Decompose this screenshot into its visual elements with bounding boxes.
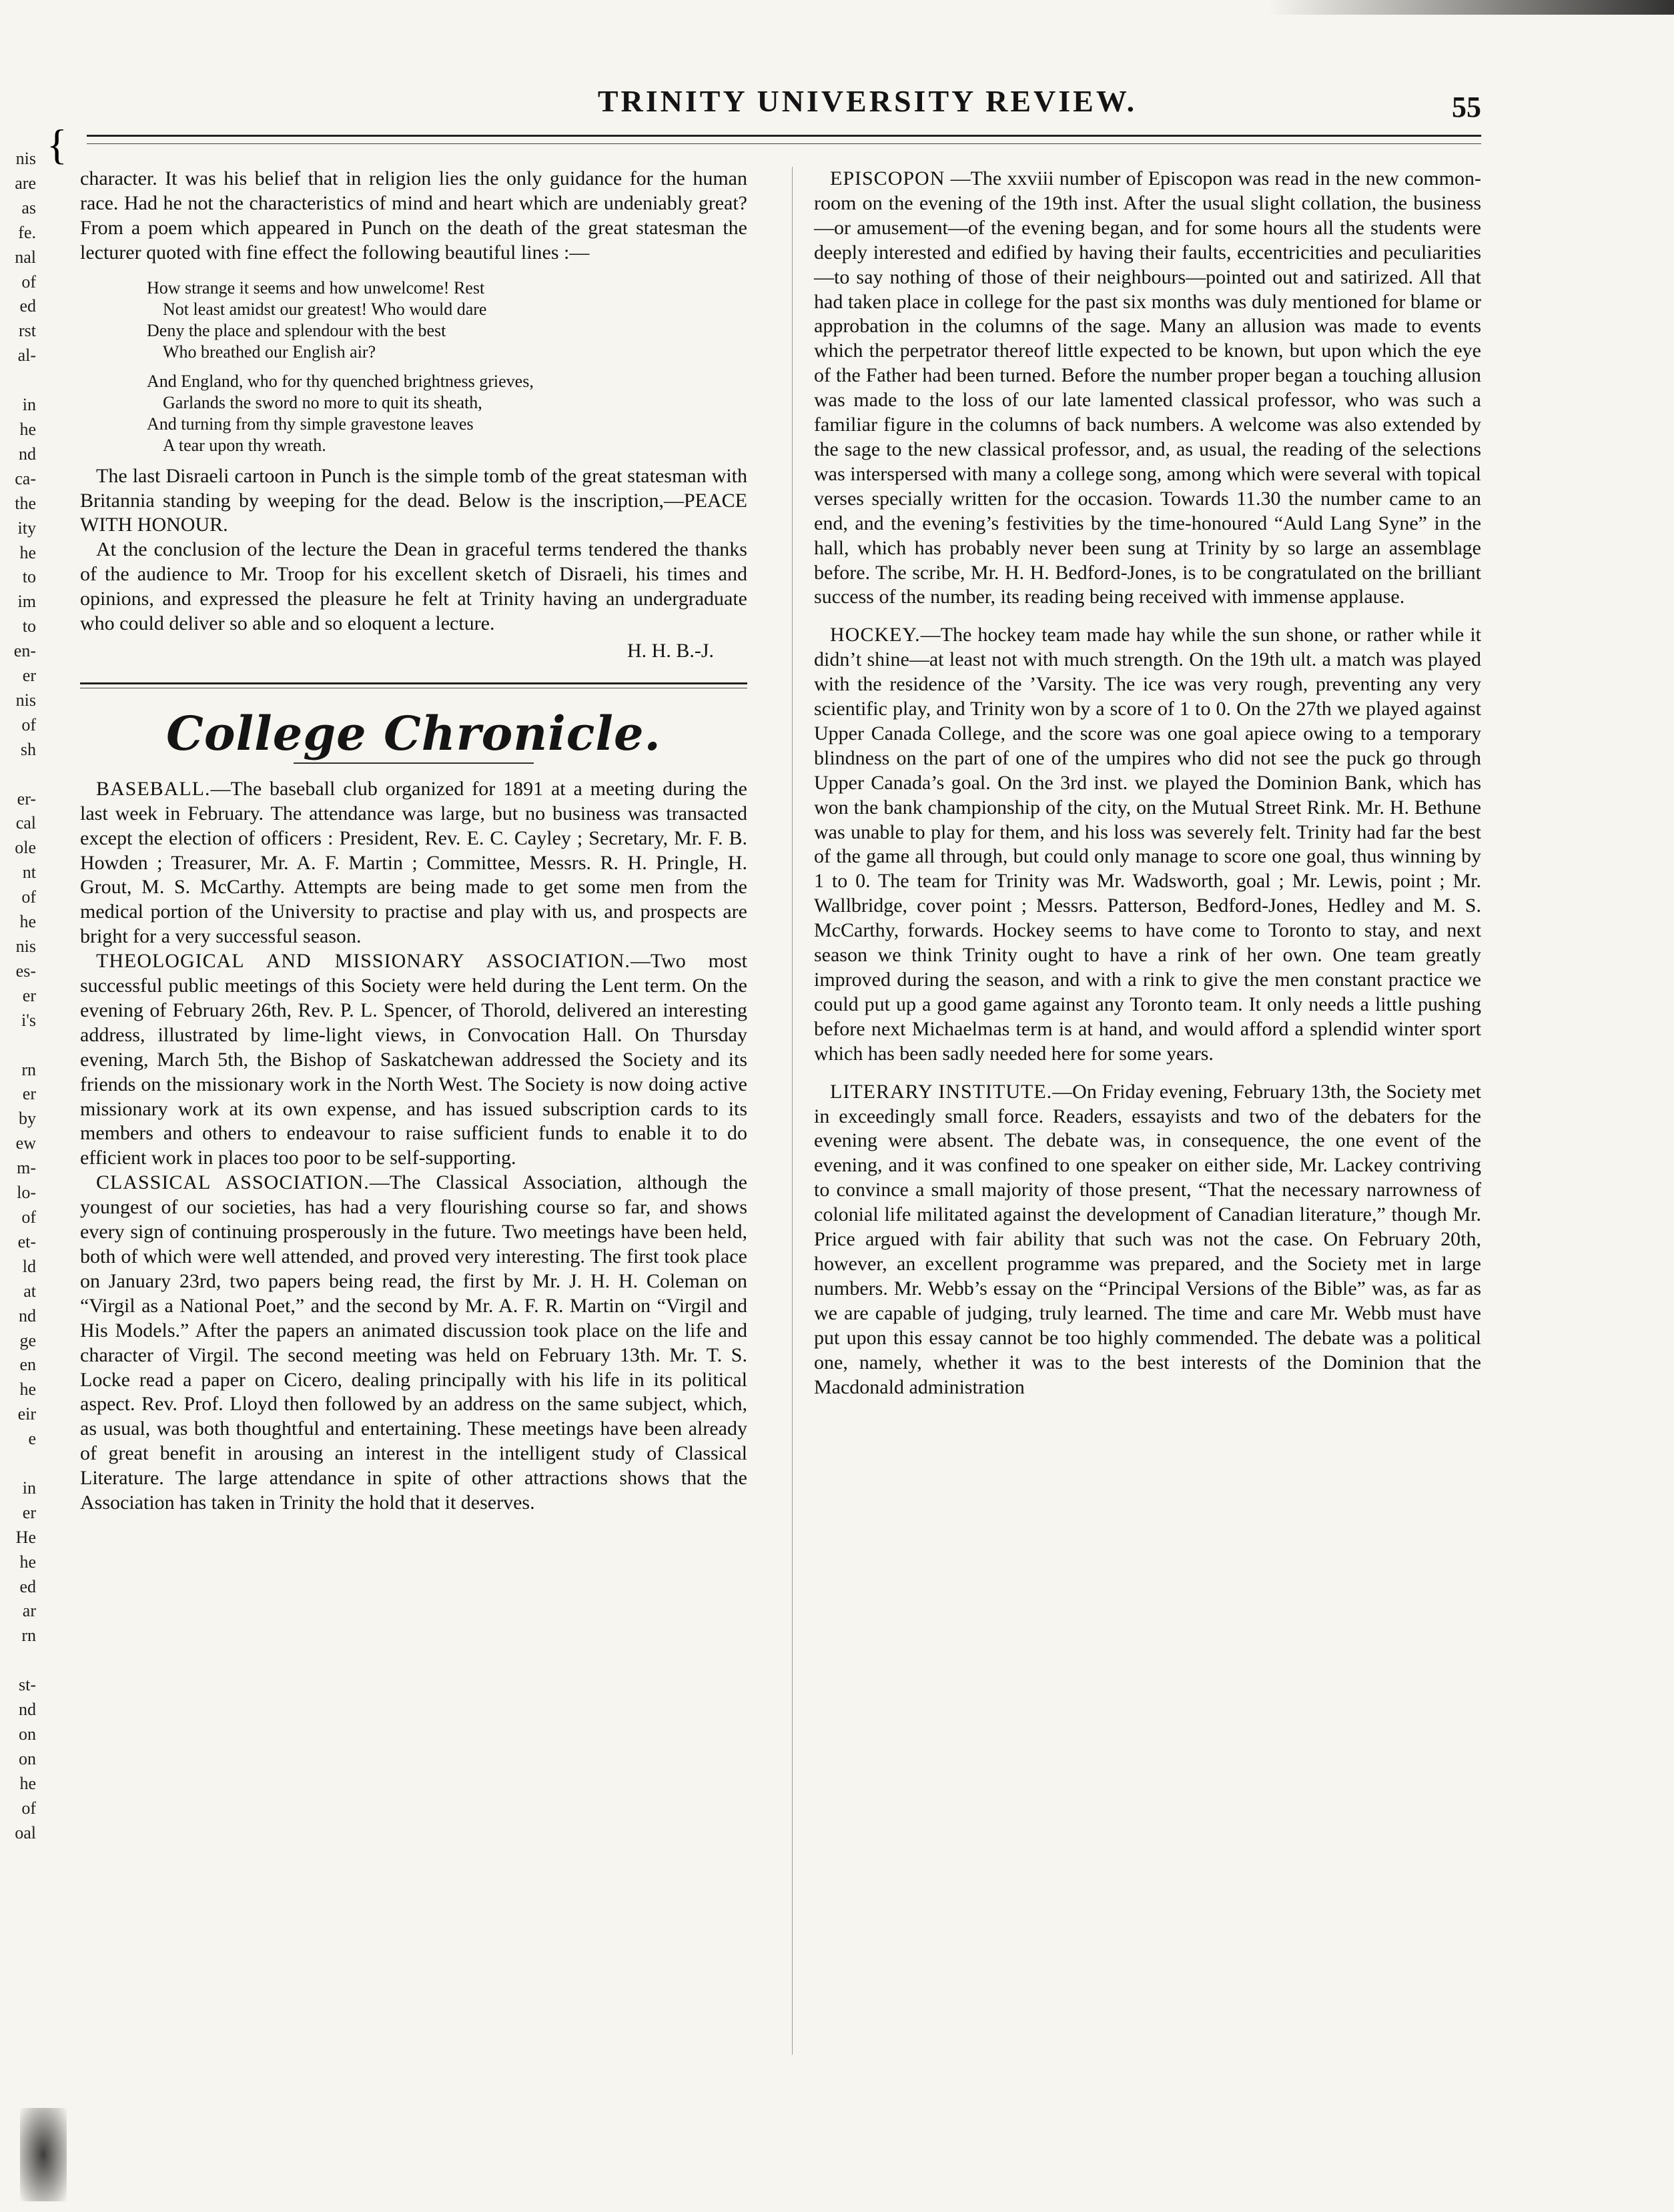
- gutter-fragment: he: [19, 542, 36, 562]
- baseball-paragraph: [80, 777, 747, 949]
- gutter-fragment: of: [21, 714, 36, 734]
- gutter-fragment: he: [19, 912, 36, 932]
- previous-page-gutter: [0, 147, 36, 2068]
- gutter-fragment: ity: [17, 518, 36, 538]
- gutter-fragment: e: [28, 1429, 36, 1449]
- hockey-lead: HOCKEY.: [830, 624, 921, 646]
- poem-line: Who breathed our English air?: [163, 342, 376, 362]
- gutter-fragment: cal: [15, 813, 36, 833]
- gutter-fragment: eir: [17, 1404, 36, 1424]
- gutter-fragment: ca-: [15, 468, 36, 488]
- gutter-fragment: of: [21, 887, 36, 907]
- gutter-fragment: en: [19, 1355, 36, 1375]
- baseball-lead: BASEBALL.: [96, 777, 211, 800]
- scan-smudge: [20, 2108, 67, 2201]
- gutter-fragment: oal: [15, 1822, 36, 1842]
- poem-line: And turning from thy simple gravestone leaves: [147, 414, 474, 434]
- gutter-fragment: ge: [19, 1330, 36, 1350]
- gutter-fragment: i's: [21, 1010, 36, 1030]
- gutter-fragment: on: [19, 1724, 36, 1744]
- gutter-fragment: are: [15, 173, 36, 193]
- header-rule: [87, 135, 1481, 144]
- gutter-fragment: ole: [15, 838, 36, 858]
- gutter-fragment: er-: [17, 788, 36, 808]
- literary-lead: LITERARY INSTITUTE.: [830, 1080, 1053, 1103]
- gutter-fragment: ed: [19, 296, 36, 316]
- classical-lead: CLASSICAL ASSOCIATION.: [96, 1171, 370, 1194]
- gutter-fragment: nis: [15, 149, 36, 168]
- gutter-fragment: ew: [15, 1133, 36, 1153]
- gutter-fragment: ld: [22, 1256, 36, 1276]
- gutter-fragment: er: [22, 1502, 36, 1522]
- paragraph-gap: [814, 1067, 1481, 1080]
- theological-lead: THEOLOGICAL AND MISSIONARY ASSOCIATION.: [96, 950, 631, 973]
- poem: [147, 278, 747, 456]
- gutter-fragment: nt: [22, 863, 36, 883]
- gutter-fragment: m-: [17, 1158, 36, 1178]
- gutter-fragment: of: [21, 1798, 36, 1818]
- gutter-fragment: rn: [21, 1626, 36, 1646]
- journal-title: TRINITY UNIVERSITY REVIEW.: [597, 84, 1138, 118]
- gutter-fragment: in: [22, 395, 36, 415]
- gutter-fragment: the: [15, 493, 36, 513]
- gutter-fragment: in: [22, 1478, 36, 1498]
- baseball-text: —The baseball club organized for 1891 at a meeting during the last week in February. The attendance was large, but no business was transacted except the election of officers : President, Rev. E. C. Cayley ; Secretary, Mr. F. B. Howden ; Treasurer, Mr. A. F. Martin ; Committee, Messrs. R. H. Pringle, H. Grout, M. S. McCarthy. Attempts are being made to get some men from the medical portion of the University to practise and play with us, and prospects are bright for a very successful season.: [80, 777, 747, 948]
- gutter-fragment: lo-: [17, 1183, 36, 1203]
- right-column: [814, 167, 1481, 1400]
- classical-text: —The Classical Association, although the youngest of our societies, has had a very flourishing course so far, and shows every sign of continuing prosperously in the future. Two meetings have been held, both of which were well attended, and proved very interesting. The first took place on January 23rd, two papers being read, the first by Mr. J. H. H. Coleman on “Virgil as a National Poet,” and the second by Mr. A. F. R. Martin on “Virgil and His Models.” After the papers an animated discussion took place on the life and character of Virgil. The second meeting was held on February 13th. Mr. T. S. Locke read a paper on Cicero, dealing principally with his life in its political aspect. Rev. Prof. Lloyd then followed by an address on the same subject, which, as usual, was both thoughtful and entertaining. These meetings have been already of great benefit in arousing an interest in the intelligent study of Classical Literature. The large attendance in spite of other attractions shows that the Association has taken in Trinity the hold that it deserves.: [80, 1171, 747, 1514]
- episcopon-paragraph: [814, 167, 1481, 610]
- paragraph-gap: [814, 610, 1481, 623]
- gutter-fragment: er: [22, 666, 36, 686]
- gutter-fragment: et-: [17, 1231, 36, 1251]
- opening-paragraph: character. It was his belief that in religion lies the only guidance for the human race. Had he not the characteristics of mind and heart which are undeniably great? From a poem which appeared in Punch on the death of the great statesman the lecturer quoted with fine effect the following beautiful lines :—: [80, 167, 747, 263]
- gutter-fragment: im: [17, 592, 36, 612]
- gutter-fragment: es-: [15, 961, 36, 981]
- gutter-fragment: as: [21, 197, 36, 217]
- gutter-fragment: ar: [22, 1601, 36, 1621]
- episcopon-lead: EPISCOPON: [830, 167, 945, 189]
- poem-line: And England, who for thy quenched brightness grieves,: [147, 371, 534, 391]
- gutter-fragment: al-: [17, 346, 36, 366]
- title-underline: [294, 762, 534, 764]
- gutter-fragment: [0, 1452, 36, 1476]
- theological-paragraph: [80, 949, 747, 1171]
- poem-line: How strange it seems and how unwelcome! Rest: [147, 278, 485, 298]
- scan-edge-shadow: [1268, 0, 1674, 15]
- poem-line: Garlands the sword no more to quit its sheath,: [163, 392, 482, 412]
- gutter-fragment: he: [19, 1552, 36, 1572]
- classical-paragraph: [80, 1171, 747, 1516]
- gutter-fragment: by: [19, 1109, 36, 1129]
- poem-line: A tear upon thy wreath.: [163, 435, 326, 455]
- gutter-fragment: at: [23, 1281, 36, 1301]
- gutter-fragment: st-: [19, 1675, 36, 1695]
- gutter-fragment: of: [21, 1207, 36, 1227]
- gutter-fragment: rst: [19, 321, 36, 341]
- gutter-fragment: nd: [19, 1700, 36, 1720]
- gutter-fragment: [0, 368, 36, 393]
- gutter-fragment: en-: [13, 641, 36, 661]
- gutter-fragment: sh: [20, 739, 36, 759]
- gutter-fragment: er: [22, 1084, 36, 1104]
- gutter-fragment: [0, 762, 36, 787]
- theological-text: —Two most successful public meetings of this Society were held during the Lent term. On the evening of February 26th, Rev. P. L. Spencer, of Thorold, delivered an interesting address, illustrated by lime-light views, in Convocation Hall. On Thursday evening, March 5th, the Bishop of Saskatchewan addressed the Society and its friends on the missionary work in the North West. The Society is now doing active missionary work at its own expense, and has issued subscription cards to its members and others to endeavour to raise sufficient funds to enable it to do efficient work in places too poor to be self-supporting.: [80, 950, 747, 1169]
- gutter-fragment: he: [19, 419, 36, 439]
- column-divider: [792, 167, 793, 2055]
- gutter-fragment: fe.: [18, 222, 36, 242]
- gutter-fragment: He: [15, 1527, 36, 1547]
- episcopon-text: —The xxviii number of Episcopon was read in the new common-room on the evening of the 19th inst. After the usual slight collation, the business—or amusement—of the evening began, and for some hours all the students were deeply interested and edified by having their faults, eccentricities and peculiarities—to say nothing of those of their neighbours—pointed out and satirized. All that had taken place in college for the past six months was duly mentioned for blame or approbation in the columns of the sage. Many an allusion was made to events which the perpetrator thereof little expected to be known, but upon which the eye of the Father had been turned. Before the number proper began a touching allusion was made to the loss of our late lamented classical professor, who was such a familiar figure in the columns of back numbers. A welcome was also extended by the sage to the new classical professor, and, as usual, the reading of the selections was interspersed with many a college song, among which were several with topical verses specially written for the occasion. Towards 11.30 the number came to an end, and the evening’s festivities by the time-honoured “Auld Lang Syne” in the hall, which has probably never been sung at Trinity by so large an assemblage before. The scribe, Mr. H. H. Bedford-Jones, is to be congratulated on the brilliant success of the number, its reading being received with immense applause.: [814, 167, 1481, 608]
- gutter-fragment: to: [22, 616, 36, 636]
- gutter-fragment: nal: [15, 247, 36, 267]
- gutter-fragment: [0, 1648, 36, 1673]
- gutter-fragment: to: [22, 567, 36, 587]
- poem-stanza-1: [147, 278, 747, 363]
- gutter-fragment: he: [19, 1773, 36, 1793]
- gutter-fragment: ed: [19, 1576, 36, 1596]
- gutter-fragment: nd: [19, 1305, 36, 1325]
- hockey-paragraph: [814, 623, 1481, 1066]
- section-rule: [80, 682, 747, 688]
- hockey-text: —The hockey team made hay while the sun shone, or rather while it didn’t shine—at least not with much strength. On the 19th ult. a match was played with the residence of the ’Varsity. The ice was very rough, preventing any very scientific play, and Trinity won by a score of 1 to 0. On the 27th we played against Upper Canada College, and the score was one goal apiece owing to a temporary blindness on the part of one of the umpires who did not see the puck go through Upper Canada’s goal. On the 3rd inst. we played the Dominion Bank, which has won the bank championship of the city, on the Mutual Street Rink. Mr. H. Bethune was unable to play for them, and his loss was severely felt. Trinity had far the best of the game all through, but could only manage to score one goal, thus winning by 1 to 0. The team for Trinity was Mr. Wadsworth, goal ; Mr. Lewis, point ; Mr. Wallbridge, cover point ; Messrs. Patterson, Bedford-Jones, Hedley and M. S. McCarthy, forwards. Hockey seems to have come to Toronto to stay, and next season we think Trinity ought to have a rink of her own. One team greatly improved during the season, and with a rink to give the men constant practice we could put up a good game against any Toronto team. It only needs a little pushing before next Michaelmas term is at hand, and would afford a splendid winter sport which has been sadly needed here for some years.: [814, 624, 1481, 1065]
- left-column: [80, 167, 747, 1516]
- author-signature: H. H. B.-J.: [626, 639, 714, 662]
- literary-text: —On Friday evening, February 13th, the Society met in exceedingly small force. Readers, essayists and two of the debaters for the evening were absent. The debate was, in consequence, the one event of the evening, and it was confined to one speaker on either side, Mr. Lackey contriving to convince a small majority of those present, “That the necessary narrowness of colonial life militated against the development of Canadian literature,” though Mr. Price argued with fair ability that such was not the case. On February 20th, however, an excellent programme was prepared, and the Society met in large numbers. Mr. Webb’s essay on the “Principal Versions of the Bible” was, as far as we are capable of judging, truly learned. The time and care Mr. Webb must have put upon this essay cannot be too highly commended. The debate was a political one, namely, whether it was to the best interests of the Dominion that the Macdonald administration: [814, 1080, 1481, 1398]
- gutter-fragment: of: [21, 271, 36, 292]
- literary-paragraph: [814, 1080, 1481, 1400]
- gutter-fragment: nis: [15, 937, 36, 956]
- gutter-fragment: nd: [19, 444, 36, 464]
- gutter-fragment: [0, 1033, 36, 1058]
- section-title: College Chronicle.: [166, 705, 661, 761]
- gutter-fragment: rn: [21, 1059, 36, 1079]
- conclusion-paragraph: At the conclusion of the lecture the Dean in graceful terms tendered the thanks of the audience to Mr. Troop for his excellent sketch of Disraeli, his times and opinions, and expressed the pleasure he felt at Trinity having an undergraduate who could deliver so able and so eloquent a lecture.: [80, 538, 747, 635]
- brace-mark: {: [47, 121, 67, 168]
- poem-stanza-2: [147, 371, 747, 456]
- gutter-fragment: er: [22, 985, 36, 1005]
- poem-line: Deny the place and splendour with the best: [147, 320, 446, 340]
- gutter-fragment: he: [19, 1379, 36, 1400]
- gutter-fragment: nis: [15, 690, 36, 710]
- gutter-fragment: on: [19, 1748, 36, 1768]
- cartoon-paragraph: The last Disraeli cartoon in Punch is the simple tomb of the great statesman with Britannia standing by weeping for the dead. Below is the inscription,—PEACE WITH HONOUR.: [80, 464, 747, 536]
- page-number: 55: [1452, 91, 1481, 123]
- poem-line: Not least amidst our greatest! Who would dare: [163, 299, 487, 319]
